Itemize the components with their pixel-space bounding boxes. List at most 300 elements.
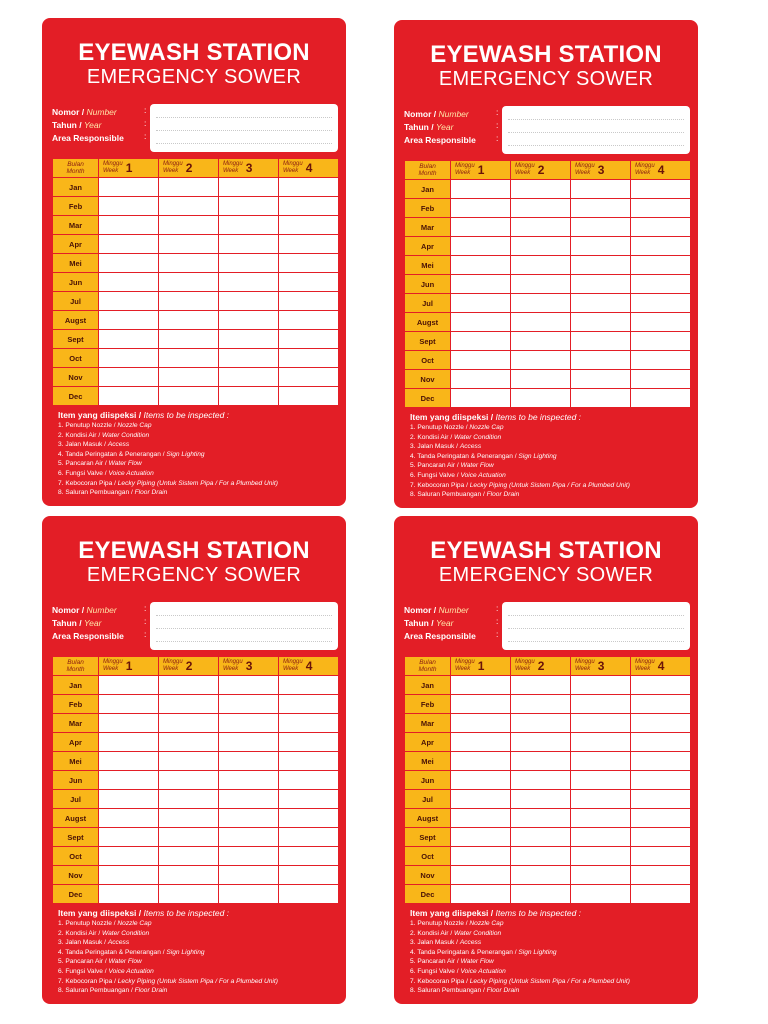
check-cell[interactable]	[631, 351, 691, 370]
check-cell[interactable]	[279, 771, 339, 790]
check-cell[interactable]	[99, 885, 159, 904]
check-cell[interactable]	[451, 790, 511, 809]
check-cell[interactable]	[451, 752, 511, 771]
check-cell[interactable]	[451, 676, 511, 695]
check-cell[interactable]	[159, 771, 219, 790]
week-number: 2	[537, 658, 545, 673]
check-cell[interactable]	[511, 733, 571, 752]
check-cell[interactable]	[279, 828, 339, 847]
check-cell[interactable]	[159, 387, 219, 406]
check-cell[interactable]	[631, 828, 691, 847]
check-cell[interactable]	[99, 178, 159, 197]
month-row	[405, 771, 691, 790]
check-cell[interactable]	[99, 847, 159, 866]
check-cell[interactable]	[631, 370, 691, 389]
check-cell[interactable]	[571, 714, 631, 733]
item-id: 7. Kebocoran Pipa /	[58, 977, 116, 985]
dotted-line	[508, 628, 684, 629]
info-label	[404, 604, 504, 617]
check-cell[interactable]	[511, 885, 571, 904]
check-cell[interactable]	[451, 332, 511, 351]
check-cell[interactable]	[631, 676, 691, 695]
check-cell[interactable]	[159, 733, 219, 752]
item-id: 3. Jalan Masuk /	[410, 443, 459, 451]
info-input-box[interactable]	[502, 106, 690, 154]
check-cell[interactable]	[279, 330, 339, 349]
check-cell[interactable]	[279, 733, 339, 752]
check-cell[interactable]	[631, 695, 691, 714]
check-cell[interactable]	[279, 311, 339, 330]
check-cell[interactable]	[451, 351, 511, 370]
check-cell[interactable]	[511, 256, 571, 275]
week-header	[99, 657, 159, 676]
week-header	[571, 161, 631, 180]
month-row	[405, 294, 691, 313]
check-cell[interactable]	[451, 771, 511, 790]
check-cell[interactable]	[631, 771, 691, 790]
check-cell[interactable]	[99, 330, 159, 349]
check-cell[interactable]	[219, 828, 279, 847]
month-row	[405, 180, 691, 199]
check-cell[interactable]	[631, 733, 691, 752]
check-cell[interactable]	[511, 218, 571, 237]
inspection-item	[410, 423, 692, 433]
month-label: Nov	[405, 866, 451, 885]
check-cell[interactable]	[451, 294, 511, 313]
check-cell[interactable]	[511, 294, 571, 313]
check-cell[interactable]	[631, 714, 691, 733]
inspection-item	[410, 490, 692, 500]
colon: :	[496, 120, 499, 130]
check-cell[interactable]	[631, 294, 691, 313]
month-label: Jan	[405, 676, 451, 695]
week-label	[515, 163, 535, 176]
inspection-item	[410, 948, 692, 958]
check-cell[interactable]	[219, 733, 279, 752]
check-cell[interactable]	[571, 389, 631, 408]
check-cell[interactable]	[451, 389, 511, 408]
week-number: 1	[477, 162, 485, 177]
check-cell[interactable]	[571, 199, 631, 218]
check-cell[interactable]	[571, 256, 631, 275]
info-label-id: Tahun /	[52, 120, 82, 130]
check-cell[interactable]	[159, 311, 219, 330]
check-cell[interactable]	[279, 847, 339, 866]
colon: :	[144, 131, 147, 141]
check-cell[interactable]	[511, 866, 571, 885]
check-cell[interactable]	[99, 809, 159, 828]
item-id: 2. Kondisi Air /	[410, 929, 453, 937]
month-row	[405, 370, 691, 389]
check-cell[interactable]	[571, 275, 631, 294]
check-cell[interactable]	[219, 235, 279, 254]
check-cell[interactable]	[279, 809, 339, 828]
check-cell[interactable]	[99, 349, 159, 368]
colon: :	[496, 629, 499, 639]
check-cell[interactable]	[99, 866, 159, 885]
check-cell[interactable]	[511, 695, 571, 714]
check-cell[interactable]	[571, 828, 631, 847]
check-cell[interactable]	[571, 218, 631, 237]
check-cell[interactable]	[571, 370, 631, 389]
check-cell[interactable]	[631, 809, 691, 828]
month-row	[405, 828, 691, 847]
check-cell[interactable]	[631, 313, 691, 332]
check-cell[interactable]	[99, 311, 159, 330]
month-row	[405, 237, 691, 256]
check-cell[interactable]	[219, 885, 279, 904]
check-cell[interactable]	[159, 292, 219, 311]
check-cell[interactable]	[219, 330, 279, 349]
check-cell[interactable]	[159, 254, 219, 273]
check-cell[interactable]	[451, 885, 511, 904]
check-cell[interactable]	[159, 676, 219, 695]
items-heading	[410, 908, 692, 919]
month-row	[405, 676, 691, 695]
month-label: Jan	[53, 178, 99, 197]
check-cell[interactable]	[571, 809, 631, 828]
item-id: 5. Pancaran Air /	[410, 958, 459, 966]
week-header	[99, 159, 159, 178]
month-label: Nov	[53, 368, 99, 387]
check-cell[interactable]	[159, 349, 219, 368]
check-cell[interactable]	[159, 885, 219, 904]
check-cell[interactable]	[219, 847, 279, 866]
week-label-id: Minggu	[515, 163, 535, 170]
check-cell[interactable]	[571, 771, 631, 790]
check-cell[interactable]	[159, 752, 219, 771]
week-label	[283, 161, 303, 174]
check-cell[interactable]	[219, 178, 279, 197]
check-cell[interactable]	[219, 676, 279, 695]
check-cell[interactable]	[511, 714, 571, 733]
check-cell[interactable]	[279, 292, 339, 311]
check-cell[interactable]	[159, 714, 219, 733]
inspection-item	[58, 421, 340, 431]
check-cell[interactable]	[511, 771, 571, 790]
month-label: Oct	[53, 349, 99, 368]
week-label	[163, 659, 183, 672]
check-cell[interactable]	[99, 752, 159, 771]
inspection-item	[410, 919, 692, 929]
check-cell[interactable]	[451, 370, 511, 389]
check-cell[interactable]	[511, 332, 571, 351]
check-cell[interactable]	[99, 292, 159, 311]
check-cell[interactable]	[279, 235, 339, 254]
check-cell[interactable]	[99, 733, 159, 752]
check-cell[interactable]	[219, 292, 279, 311]
inspection-item	[410, 461, 692, 471]
check-cell[interactable]	[511, 809, 571, 828]
info-input-box[interactable]	[502, 602, 690, 650]
item-id: 6. Fungsi Valve /	[410, 471, 459, 479]
check-cell[interactable]	[511, 199, 571, 218]
check-cell[interactable]	[99, 790, 159, 809]
dotted-line	[508, 615, 684, 616]
colon: :	[496, 603, 499, 613]
item-en: Water Flow	[460, 958, 494, 966]
check-cell[interactable]	[451, 714, 511, 733]
info-label-en: Number	[86, 605, 117, 615]
month-label: Jun	[405, 275, 451, 294]
week-label	[163, 161, 183, 174]
check-cell[interactable]	[631, 218, 691, 237]
check-cell[interactable]	[99, 368, 159, 387]
info-label	[404, 121, 504, 134]
check-cell[interactable]	[219, 866, 279, 885]
month-header	[53, 159, 99, 178]
check-cell[interactable]	[451, 180, 511, 199]
check-cell[interactable]	[451, 695, 511, 714]
month-label: Feb	[405, 695, 451, 714]
check-cell[interactable]	[511, 275, 571, 294]
check-cell[interactable]	[219, 273, 279, 292]
check-cell[interactable]	[99, 714, 159, 733]
item-en: Water Flow	[460, 462, 494, 470]
check-cell[interactable]	[159, 695, 219, 714]
check-cell[interactable]	[631, 180, 691, 199]
info-label	[52, 119, 152, 132]
month-label: Dec	[53, 885, 99, 904]
check-cell[interactable]	[219, 349, 279, 368]
inspection-item	[58, 431, 340, 441]
week-label	[223, 161, 243, 174]
check-cell[interactable]	[99, 771, 159, 790]
week-label-en: Week	[575, 169, 591, 176]
check-cell[interactable]	[511, 752, 571, 771]
month-label: Oct	[53, 847, 99, 866]
check-cell[interactable]	[159, 828, 219, 847]
card-subtitle: EMERGENCY SOWER	[438, 564, 654, 586]
check-cell[interactable]	[451, 199, 511, 218]
check-cell[interactable]	[219, 771, 279, 790]
check-cell[interactable]	[279, 197, 339, 216]
check-cell[interactable]	[511, 676, 571, 695]
week-number: 4	[305, 658, 313, 673]
check-cell[interactable]	[451, 256, 511, 275]
check-cell[interactable]	[219, 752, 279, 771]
check-cell[interactable]	[279, 254, 339, 273]
check-cell[interactable]	[571, 351, 631, 370]
week-label-id: Minggu	[223, 161, 243, 168]
check-cell[interactable]	[571, 294, 631, 313]
check-cell[interactable]	[159, 847, 219, 866]
dotted-line	[508, 119, 684, 120]
check-cell[interactable]	[279, 273, 339, 292]
check-cell[interactable]	[279, 387, 339, 406]
info-input-box[interactable]	[150, 602, 338, 650]
month-label: Jul	[405, 294, 451, 313]
inspection-item	[410, 481, 692, 491]
check-cell[interactable]	[511, 351, 571, 370]
check-cell[interactable]	[99, 695, 159, 714]
item-en: Voice Actuation	[460, 471, 506, 479]
check-cell[interactable]	[571, 885, 631, 904]
check-cell[interactable]	[631, 752, 691, 771]
check-cell[interactable]	[571, 313, 631, 332]
check-cell[interactable]	[99, 273, 159, 292]
check-cell[interactable]	[219, 387, 279, 406]
check-cell[interactable]	[279, 752, 339, 771]
item-id: 7. Kebocoran Pipa /	[410, 977, 468, 985]
check-cell[interactable]	[279, 866, 339, 885]
check-cell[interactable]	[451, 218, 511, 237]
item-en: Access	[107, 939, 130, 947]
dotted-line	[508, 132, 684, 133]
item-id: 2. Kondisi Air /	[410, 433, 453, 441]
check-cell[interactable]	[571, 237, 631, 256]
check-cell[interactable]	[511, 828, 571, 847]
check-cell[interactable]	[159, 790, 219, 809]
check-cell[interactable]	[219, 790, 279, 809]
week-label-id: Minggu	[283, 659, 303, 666]
header-row	[405, 657, 691, 676]
check-cell[interactable]	[571, 676, 631, 695]
check-cell[interactable]	[159, 273, 219, 292]
check-cell[interactable]	[159, 216, 219, 235]
items-heading-id: Item yang diispeksi /	[58, 908, 142, 918]
items-heading-id: Item yang diispeksi /	[58, 410, 142, 420]
month-label: Sept	[53, 828, 99, 847]
check-cell[interactable]	[99, 216, 159, 235]
check-cell[interactable]	[219, 809, 279, 828]
check-cell[interactable]	[631, 389, 691, 408]
items-heading	[58, 908, 340, 919]
check-cell[interactable]	[571, 332, 631, 351]
check-cell[interactable]	[631, 885, 691, 904]
check-cell[interactable]	[279, 790, 339, 809]
month-label: Augst	[53, 311, 99, 330]
info-label-id: Tahun /	[404, 618, 434, 628]
check-cell[interactable]	[451, 237, 511, 256]
check-cell[interactable]	[99, 387, 159, 406]
check-cell[interactable]	[279, 178, 339, 197]
check-cell[interactable]	[571, 752, 631, 771]
check-cell[interactable]	[99, 197, 159, 216]
inspection-items	[58, 908, 340, 996]
check-cell[interactable]	[219, 714, 279, 733]
week-label-en: Week	[515, 665, 531, 672]
month-row	[53, 349, 339, 368]
check-cell[interactable]	[159, 809, 219, 828]
check-cell[interactable]	[219, 197, 279, 216]
check-cell[interactable]	[511, 313, 571, 332]
check-cell[interactable]	[571, 847, 631, 866]
check-cell[interactable]	[159, 866, 219, 885]
check-cell[interactable]	[279, 885, 339, 904]
item-en: Water Flow	[108, 958, 142, 966]
month-row	[405, 389, 691, 408]
colon: :	[496, 107, 499, 117]
check-cell[interactable]	[99, 676, 159, 695]
info-input-box[interactable]	[150, 104, 338, 152]
check-cell[interactable]	[99, 235, 159, 254]
check-cell[interactable]	[279, 695, 339, 714]
info-labels	[52, 604, 152, 643]
check-cell[interactable]	[219, 254, 279, 273]
check-cell[interactable]	[631, 199, 691, 218]
inspection-card	[42, 18, 346, 506]
week-number: 3	[597, 162, 605, 177]
check-cell[interactable]	[159, 178, 219, 197]
check-cell[interactable]	[631, 332, 691, 351]
check-cell[interactable]	[279, 714, 339, 733]
header-row	[53, 657, 339, 676]
check-cell[interactable]	[159, 330, 219, 349]
check-cell[interactable]	[279, 216, 339, 235]
check-cell[interactable]	[451, 275, 511, 294]
check-cell[interactable]	[451, 847, 511, 866]
check-cell[interactable]	[279, 368, 339, 387]
check-cell[interactable]	[159, 368, 219, 387]
check-cell[interactable]	[631, 866, 691, 885]
check-cell[interactable]	[219, 695, 279, 714]
item-id: 3. Jalan Masuk /	[58, 441, 107, 449]
check-cell[interactable]	[99, 828, 159, 847]
check-cell[interactable]	[219, 368, 279, 387]
check-cell[interactable]	[631, 790, 691, 809]
check-cell[interactable]	[159, 235, 219, 254]
check-cell[interactable]	[219, 311, 279, 330]
week-header	[219, 159, 279, 178]
check-cell[interactable]	[451, 828, 511, 847]
check-cell[interactable]	[511, 790, 571, 809]
check-cell[interactable]	[451, 733, 511, 752]
check-cell[interactable]	[451, 313, 511, 332]
month-label: Jul	[53, 790, 99, 809]
info-label-en: Number	[86, 107, 117, 117]
item-en: Lecky Piping (Untuk Sistem Pipa / For a Plumbed Unit)	[117, 479, 278, 487]
check-cell[interactable]	[571, 866, 631, 885]
item-id: 8. Saluran Pembuangan /	[410, 491, 485, 499]
month-row	[405, 733, 691, 752]
check-cell[interactable]	[279, 349, 339, 368]
check-cell[interactable]	[511, 389, 571, 408]
check-cell[interactable]	[571, 180, 631, 199]
check-cell[interactable]	[279, 676, 339, 695]
month-header	[53, 657, 99, 676]
inspection-item	[410, 433, 692, 443]
check-cell[interactable]	[451, 866, 511, 885]
check-cell[interactable]	[631, 275, 691, 294]
check-cell[interactable]	[631, 237, 691, 256]
month-label: Mar	[53, 216, 99, 235]
check-cell[interactable]	[159, 197, 219, 216]
week-label-en: Week	[283, 167, 299, 174]
info-label	[52, 106, 152, 119]
inspection-grid	[52, 158, 339, 406]
month-label: Apr	[53, 235, 99, 254]
item-id: 6. Fungsi Valve /	[58, 469, 107, 477]
check-cell[interactable]	[571, 790, 631, 809]
check-cell[interactable]	[451, 809, 511, 828]
check-cell[interactable]	[511, 180, 571, 199]
week-label-en: Week	[163, 665, 179, 672]
month-row	[405, 714, 691, 733]
week-label-en: Week	[103, 665, 119, 672]
item-en: Nozzle Cap	[469, 424, 504, 431]
check-cell[interactable]	[511, 847, 571, 866]
check-cell[interactable]	[571, 733, 631, 752]
check-cell[interactable]	[511, 370, 571, 389]
check-cell[interactable]	[631, 256, 691, 275]
check-cell[interactable]	[571, 695, 631, 714]
check-cell[interactable]	[99, 254, 159, 273]
check-cell[interactable]	[511, 237, 571, 256]
check-cell[interactable]	[219, 216, 279, 235]
week-header	[219, 657, 279, 676]
check-cell[interactable]	[631, 847, 691, 866]
